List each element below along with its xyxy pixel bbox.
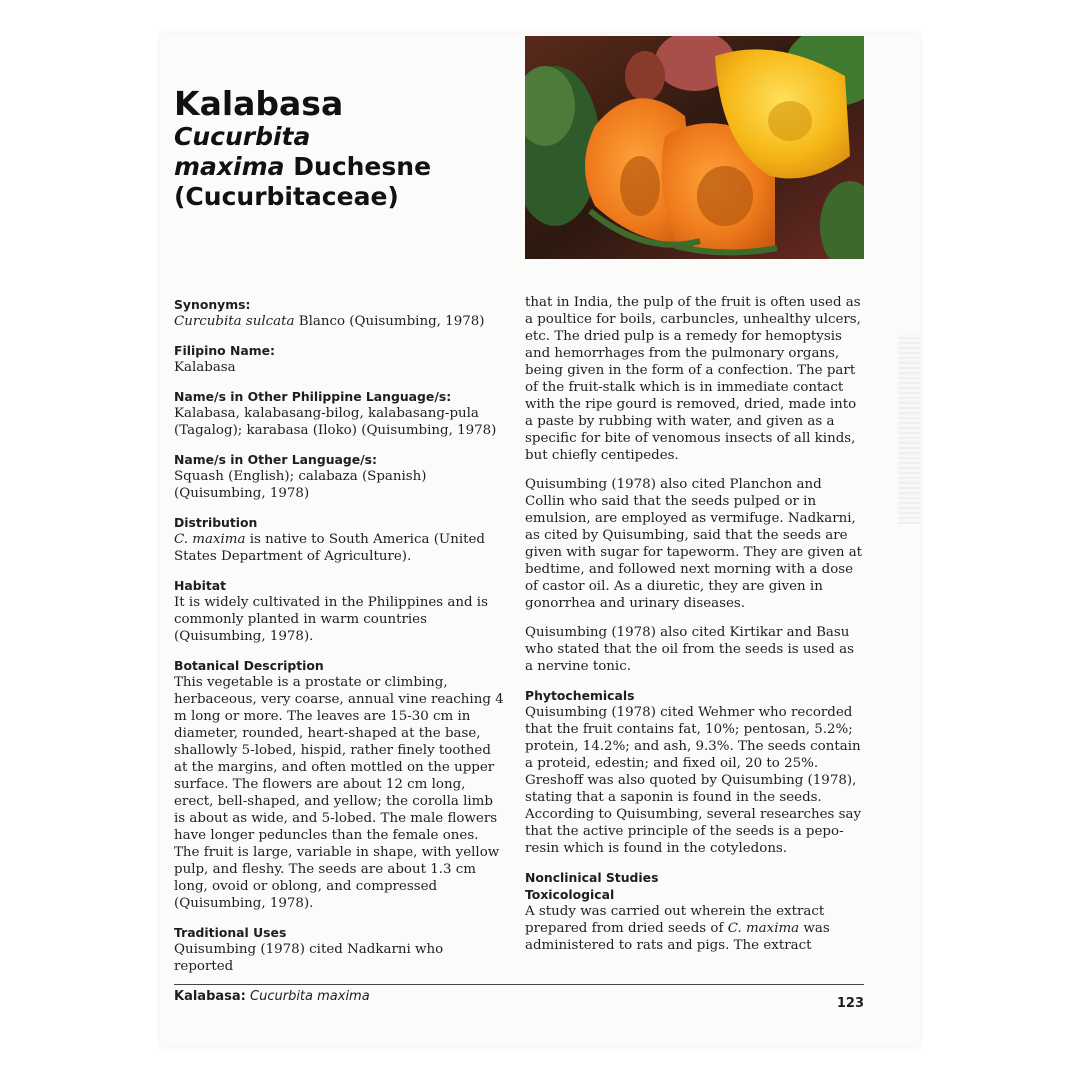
botanical-description-heading: Botanical Description <box>174 658 324 673</box>
page-title <box>174 86 504 212</box>
nonclinical-studies-heading: Nonclinical Studies <box>525 870 659 885</box>
botanical-description-text: This vegetable is a prostate or climbing, herbaceous, very coarse, annual vine reaching 4 m long or more. The leaves are 15-30 cm in diameter, rounded, heart-shaped at the base, shallowly 5-lobed, hispid, rather finely toothed at the margins, and often mottled on the upper surface. The flowers are about 12 cm long, erect, bell-shaped, and yellow; the corolla limb is about as wide, and 5-lobed. The male flowers have longer peduncles than the female ones. The fruit is large, variable in shape, with yellow pulp, and fleshy. The seeds are about 1.3 cm long, ovoid or oblong, and compressed (Quisumbing, 1978). <box>174 675 504 911</box>
other-language-text: Squash (English); calabaza (Spanish) (Quisumbing, 1978) <box>174 469 427 501</box>
nervine-tonic-paragraph: Quisumbing (1978) also cited Kirtikar and Basu who stated that the oil from the seeds is used as a nervine tonic. <box>525 625 854 674</box>
habitat-text: It is widely cultivated in the Philippines and is commonly planted in warm countries (Quisumbing, 1978). <box>174 595 488 644</box>
pumpkin-slices-photo <box>525 36 864 259</box>
scientific-name <box>174 122 504 212</box>
synonyms-heading: Synonyms: <box>174 297 251 312</box>
traditional-uses-heading: Traditional Uses <box>174 925 287 940</box>
family: (Cucurbitaceae) <box>174 182 399 211</box>
phytochemicals-heading: Phytochemicals <box>525 688 635 703</box>
book-page <box>160 34 920 1046</box>
facing-page-bleed <box>898 334 920 524</box>
synonyms-text: Curcubita sulcata Blanco (Quisumbing, 1978) <box>174 314 485 329</box>
vermifuge-paragraph: Quisumbing (1978) also cited Planchon and Collin who said that the seeds pulped or in emulsion, are employed as vermifuge. Nadkarni, as cited by Quisumbing, said that the seeds are given with sugar for tapeworm. They are given at bedtime, and followed next morning with a dose of castor oil. As a diuretic, they are given in gonorrhea and urinary diseases. <box>525 477 863 611</box>
other-ph-language-text: Kalabasa, kalabasang-bilog, kalabasang-pula (Tagalog); karabasa (Iloko) (Quisumbing, 1978) <box>174 406 497 438</box>
filipino-name-text: Kalabasa <box>174 360 236 375</box>
distribution-heading: Distribution <box>174 515 258 530</box>
distribution-text: C. maxima is native to South America (United States Department of Agriculture). <box>174 532 485 564</box>
traditional-uses-continued: that in India, the pulp of the fruit is often used as a poultice for boils, carbuncles, unhealthy ulcers, etc. The dried pulp is a remedy for hemoptysis and hemorrhages from the pulmonary organs, being given in the form of a confection. The part of the fruit-stalk which is in immediate contact with the ripe gourd is removed, dried, made into a paste by rubbing with water, and given as a specific for bite of venomous insects of all kinds, but chiefly centipedes. <box>525 295 861 463</box>
habitat-heading: Habitat <box>174 578 227 593</box>
species: maxima <box>174 152 285 181</box>
genus: Cucurbita <box>174 122 311 151</box>
traditional-uses-text: Quisumbing (1978) cited Nadkarni who reported <box>174 942 444 974</box>
author: Duchesne <box>293 152 432 181</box>
page-number: 123 <box>836 996 864 1011</box>
other-language-heading: Name/s in Other Language/s: <box>174 452 378 467</box>
other-ph-language-heading: Name/s in Other Philippine Language/s: <box>174 389 452 404</box>
phytochemicals-text: Quisumbing (1978) cited Wehmer who recorded that the fruit contains fat, 10%; pentosan, 5.2%; protein, 14.2%; and ash, 9.3%. The seeds contain a proteid, edestin; and fixed oil, 20 to 25%. Greshoff was also quoted by Quisumbing (1978), stating that a saponin is found in the seeds. According to Quisumbing, several researches say that the active principle of the seeds is a pepo-resin which is found in the cotyledons. <box>525 705 862 856</box>
filipino-name-heading: Filipino Name: <box>174 343 275 358</box>
right-column <box>525 294 865 966</box>
toxicological-heading: Toxicological <box>525 887 615 902</box>
running-footer: Kalabasa: Cucurbita maxima <box>174 989 370 1004</box>
footer-divider <box>174 984 864 985</box>
left-column <box>174 296 506 987</box>
common-name-title: Kalabasa <box>174 84 344 123</box>
toxicological-text: A study was carried out wherein the extract prepared from dried seeds of C. maxima was administered to rats and pigs. The extract <box>525 904 830 953</box>
